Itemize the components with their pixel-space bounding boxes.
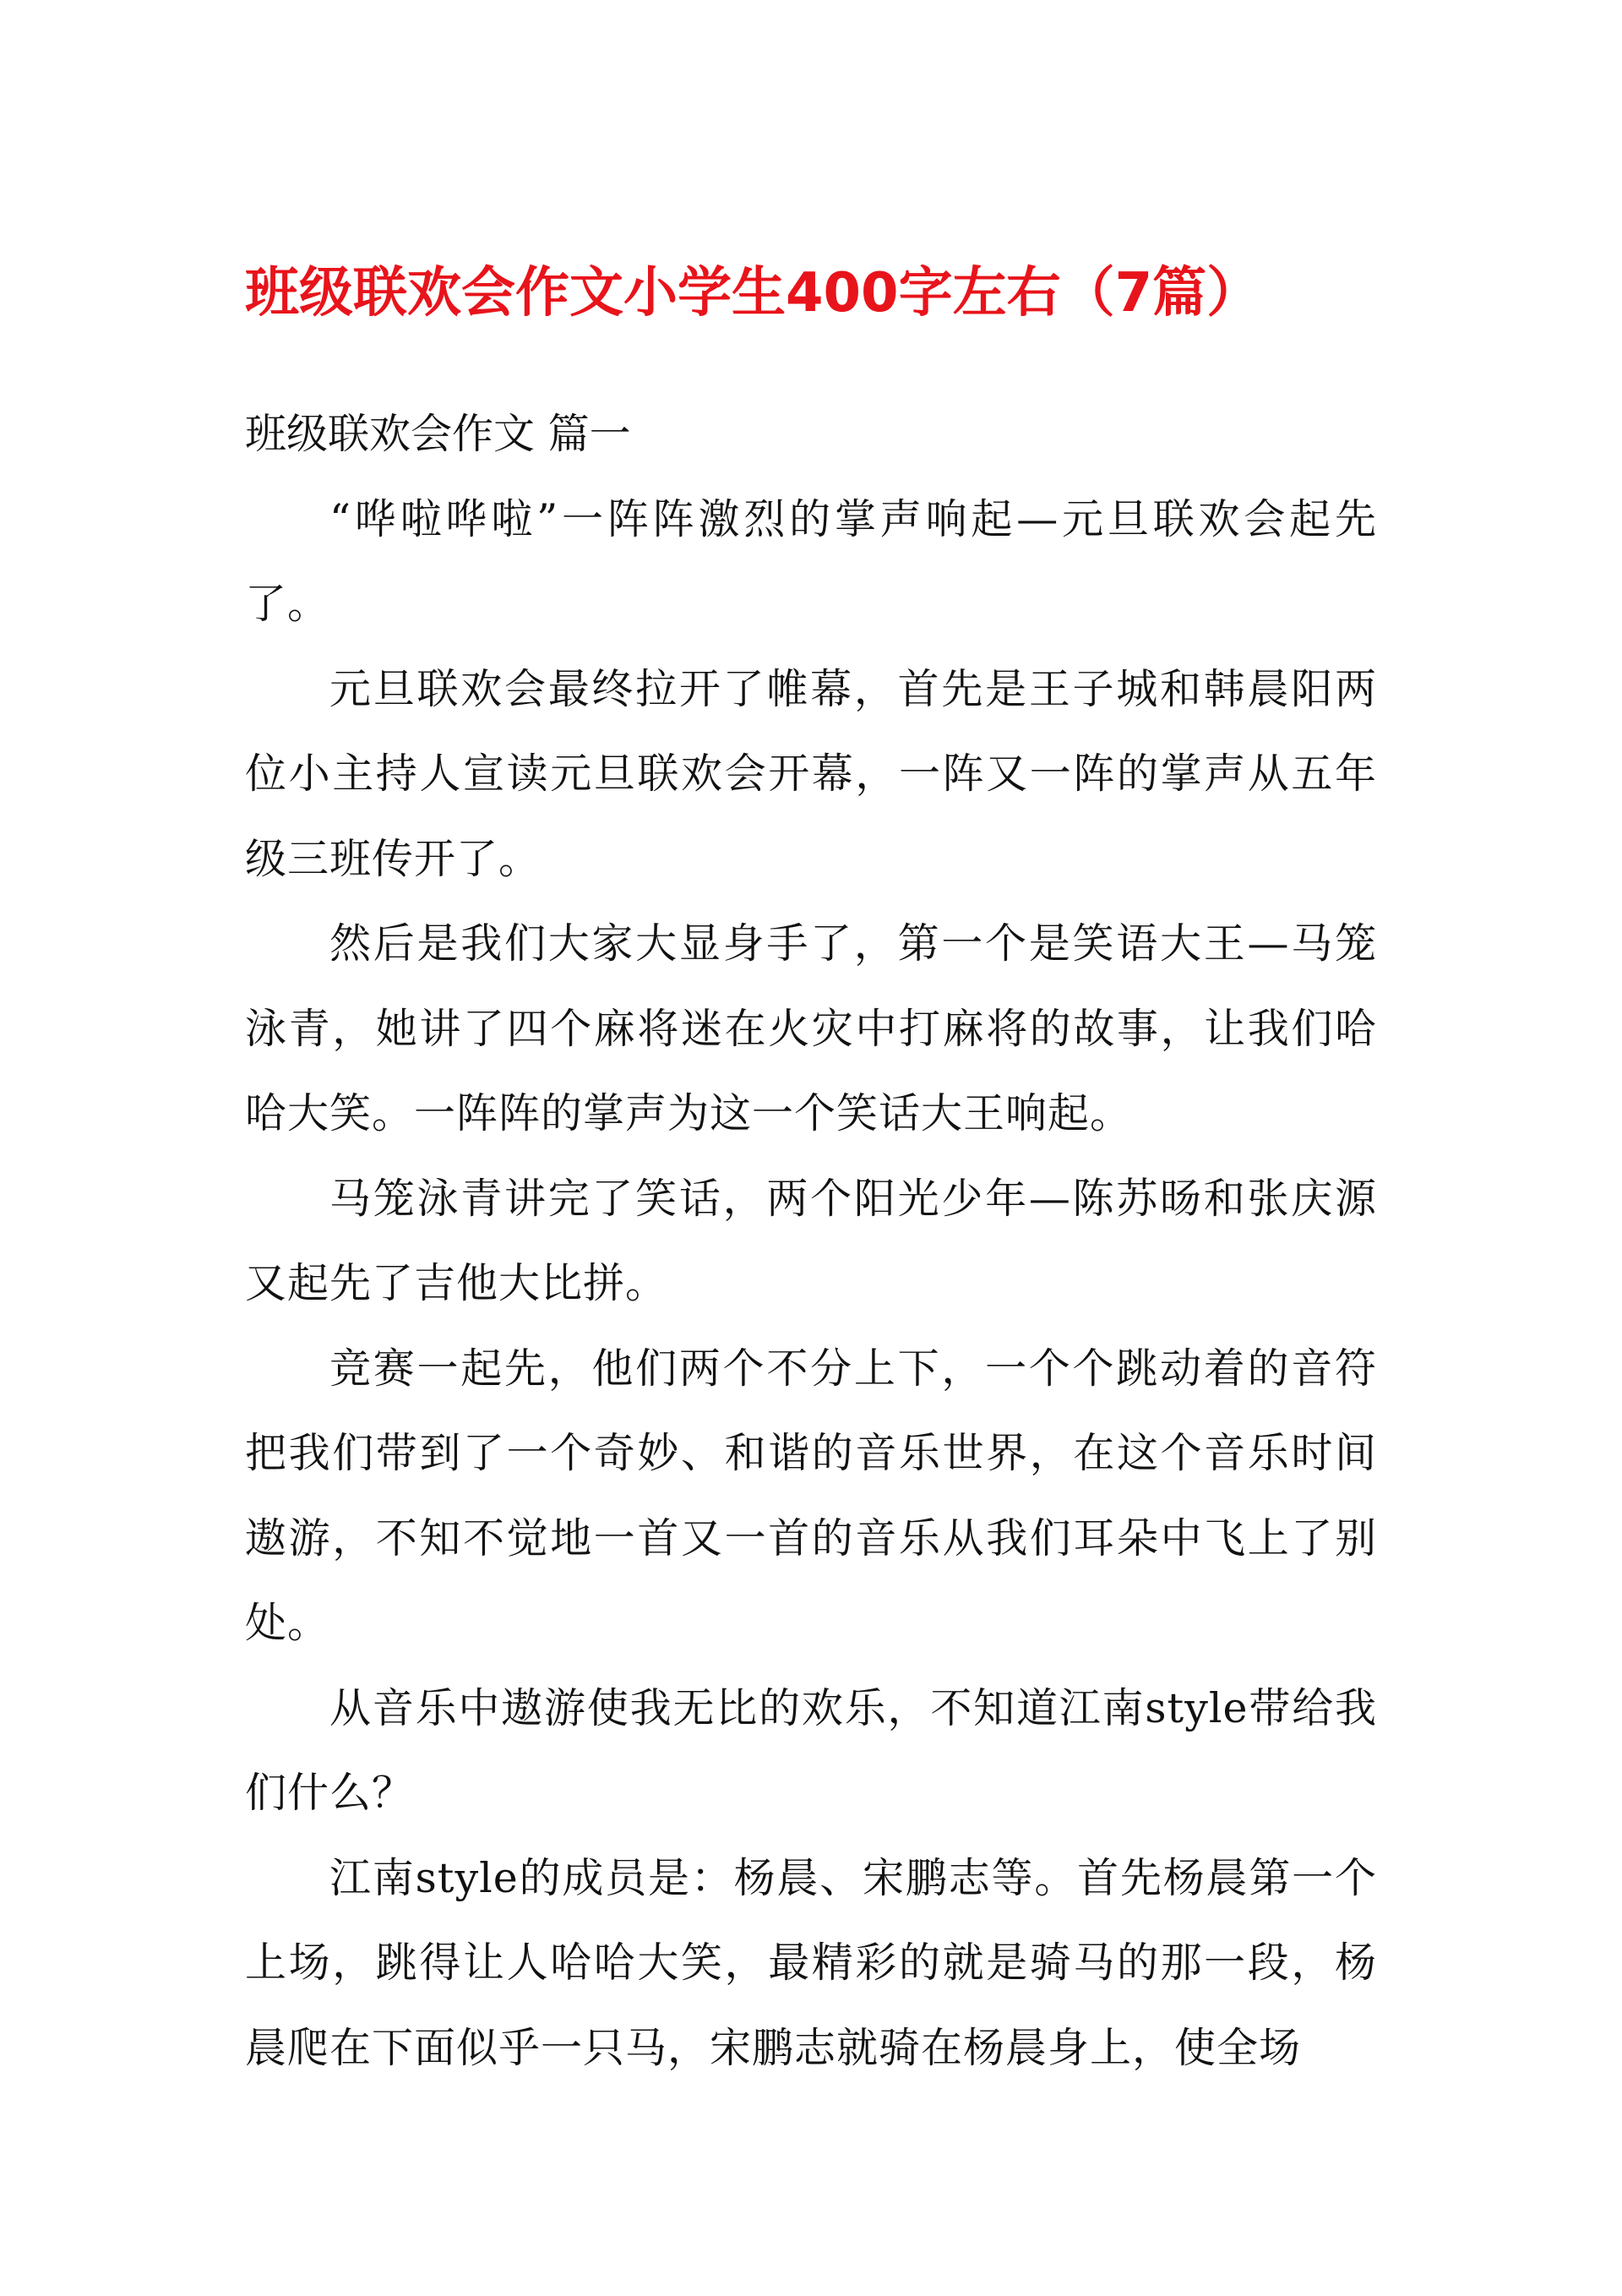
section-heading: 班级联欢会作文 篇一 — [245, 410, 631, 458]
paragraph-6: 从音乐中遨游使我无比的欢乐，不知道江南style带给我们什么？ — [245, 1683, 1377, 1817]
paragraph-1: “哗啦哗啦”一阵阵激烈的掌声响起—元旦联欢会起先了。 — [245, 494, 1377, 628]
paragraph-3: 然后是我们大家大显身手了，第一个是笑语大王—马笼泳青，她讲了四个麻将迷在火灾中打麻将的故事，让我们哈哈大笑。一阵阵的掌声为这一个笑话大王响起。 — [245, 919, 1377, 1137]
paragraph-4: 马笼泳青讲完了笑话，两个阳光少年—陈苏旸和张庆源又起先了吉他大比拼。 — [245, 1174, 1377, 1307]
document-title: 班级联欢会作文小学生400字左右（7篇） — [245, 262, 1261, 324]
paragraph-5: 竞赛一起先，他们两个不分上下，一个个跳动着的音符把我们带到了一个奇妙、和谐的音乐世界，在这个音乐时间遨游，不知不觉地一首又一首的音乐从我们耳朵中飞上了别处。 — [245, 1344, 1377, 1647]
paragraph-2: 元旦联欢会最终拉开了帷幕，首先是王子城和韩晨阳两位小主持人宣读元旦联欢会开幕，一阵又一阵的掌声从五年级三班传开了。 — [245, 664, 1377, 883]
paragraph-7: 江南style的成员是：杨晨、宋鹏志等。首先杨晨第一个上场，跳得让人哈哈大笑，最精彩的就是骑马的那一段，杨晨爬在下面似乎一只马，宋鹏志就骑在杨晨身上，使全场 — [245, 1853, 1377, 2072]
document-body — [245, 392, 1377, 2091]
